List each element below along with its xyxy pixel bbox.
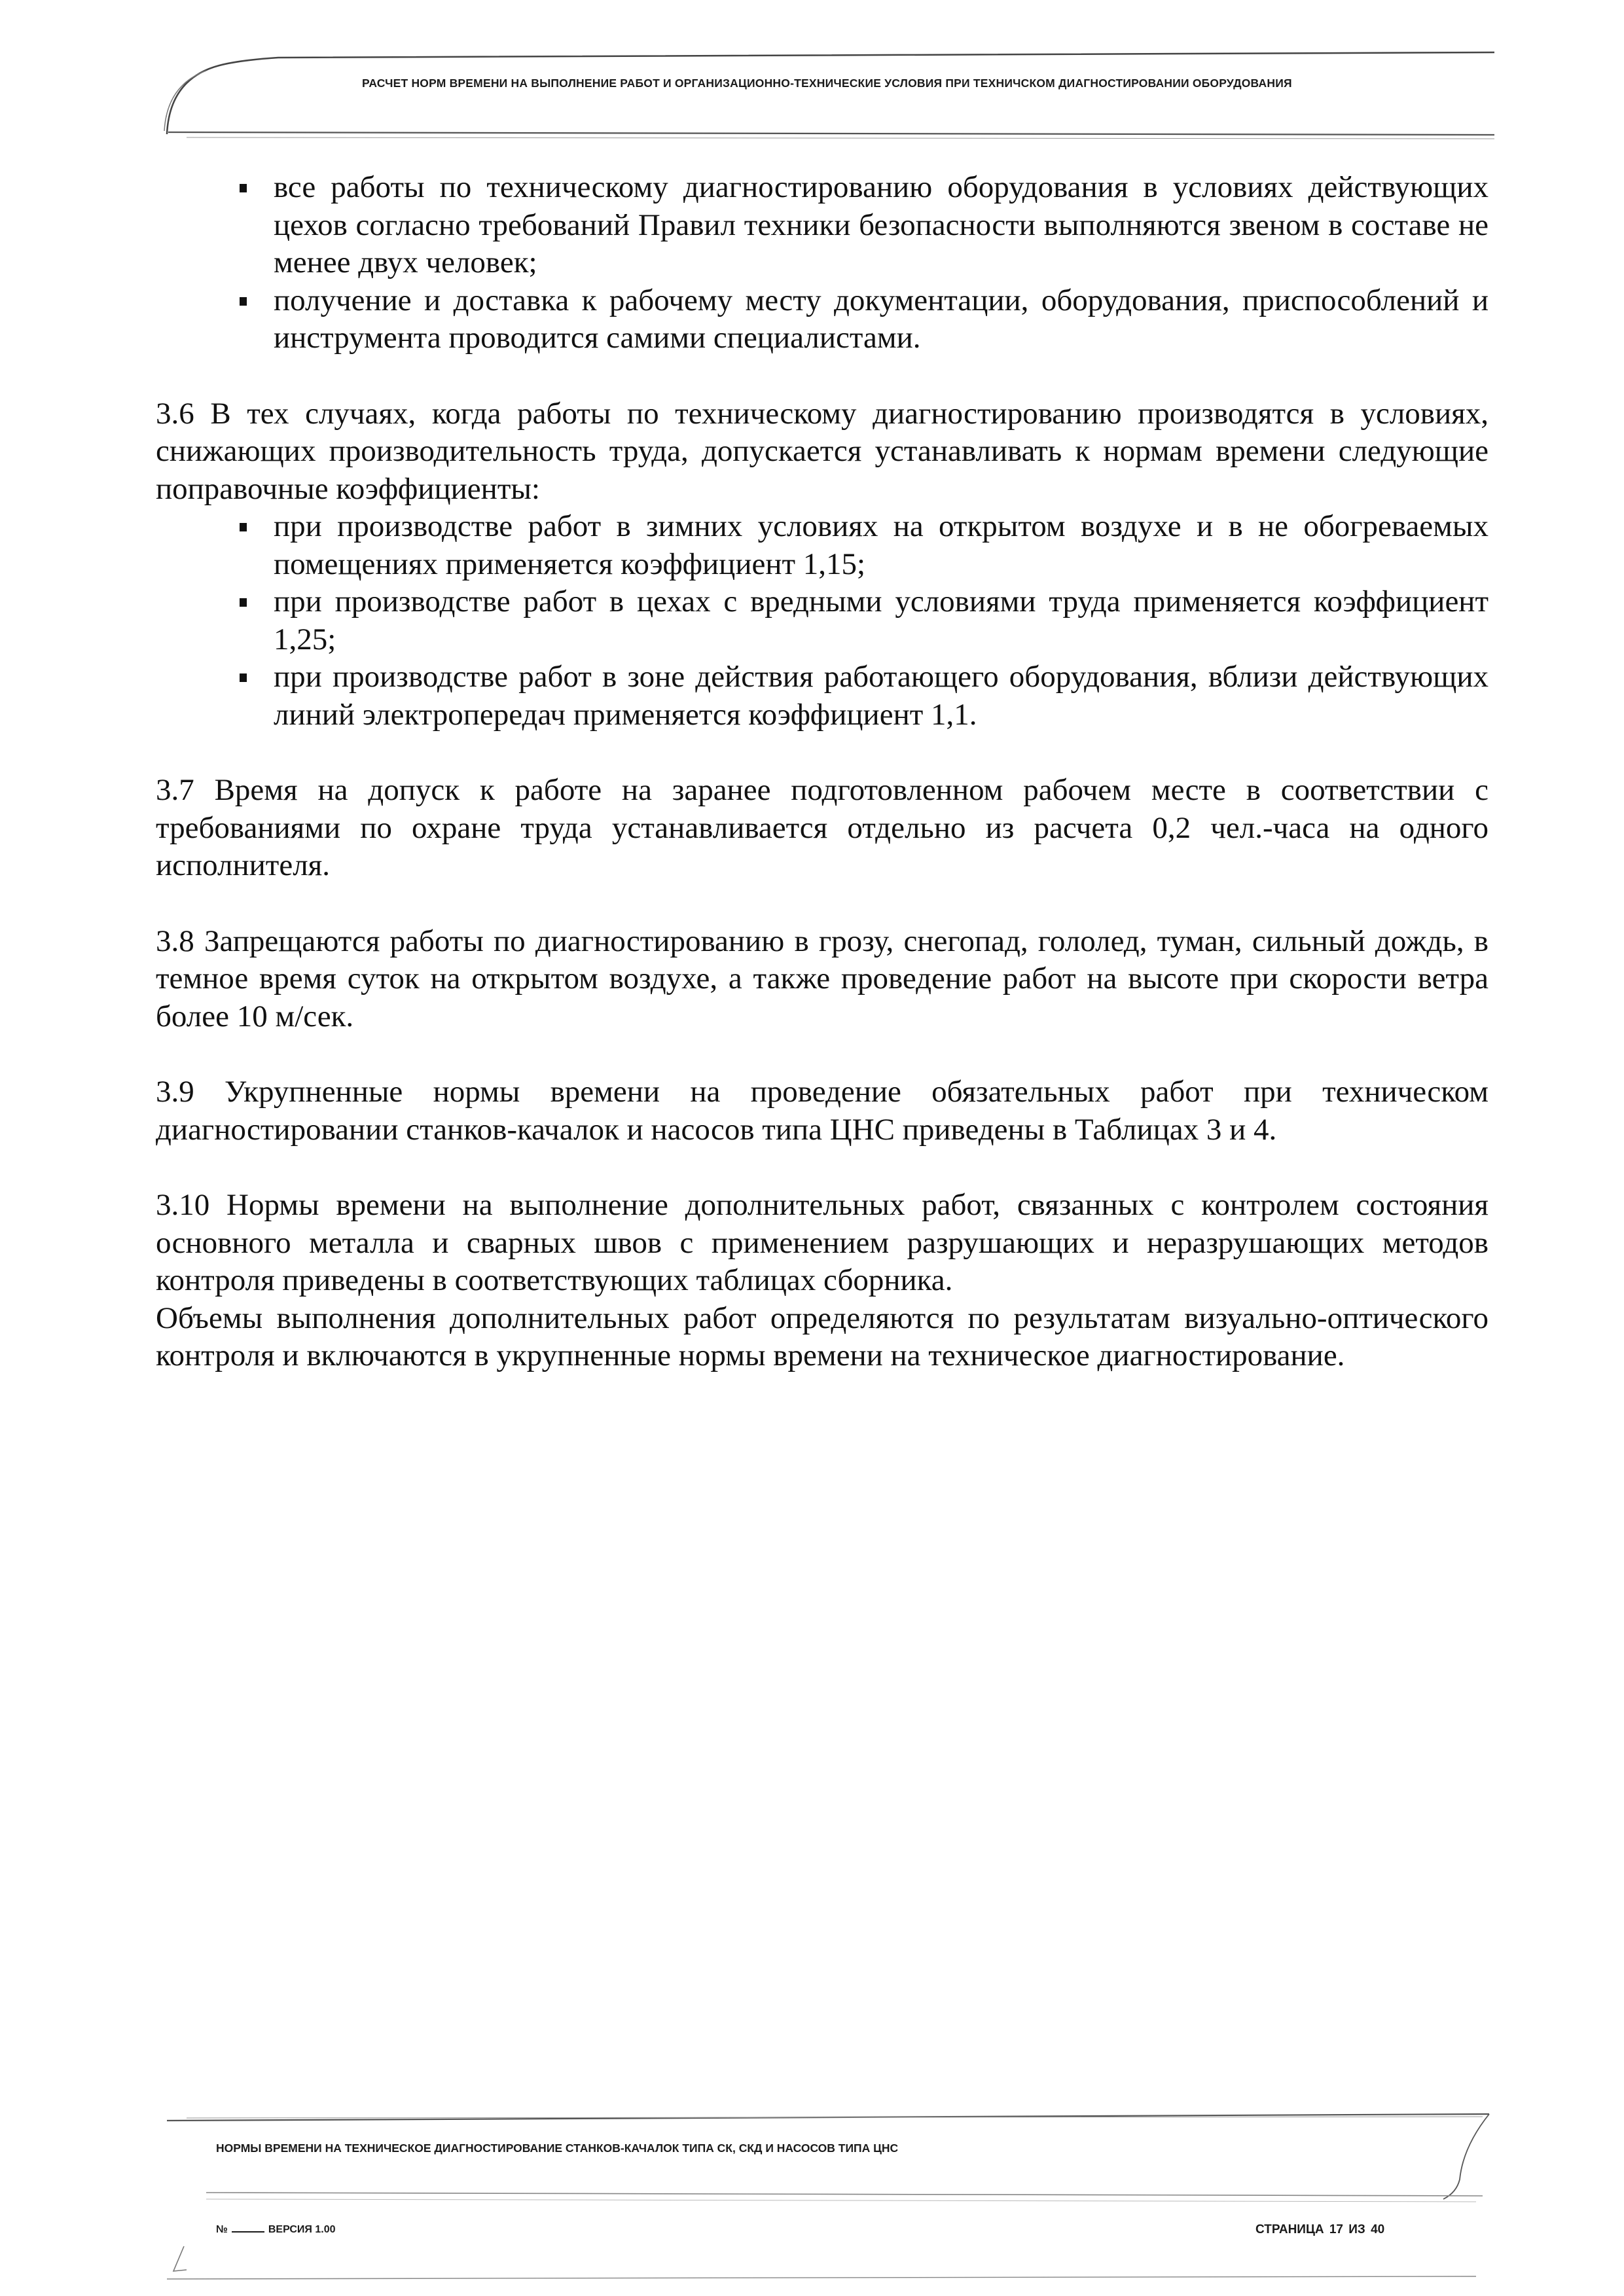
version-label: ВЕРСИЯ 1.00	[268, 2224, 336, 2235]
section-3-10-paragraph: 3.10 Нормы времени на выполнение дополнительных работ, связанных с контролем состояния основного металла и сварных швов с применением разрушающих и неразрушающих методов контроля приведены в соответствующих таблицах сборника.	[156, 1188, 1489, 1297]
number-blank	[232, 2231, 264, 2233]
section-3-9-paragraph: 3.9 Укрупненные нормы времени на проведение обязательных работ при техническом диагностировании станков-качалок и насосов типа ЦНС приведены в Таблицах 3 и 4.	[156, 1075, 1489, 1147]
list-item: при производстве работ в цехах с вредными условиями труда применяется коэффициент 1,25;	[274, 583, 1489, 658]
footer-border	[147, 2094, 1496, 2291]
intro-bullet-list	[156, 169, 1489, 357]
section-3-10-continuation: Объемы выполнения дополнительных работ определяются по результатам визуально-оптического контроля и включаются в укрупненные нормы времени на техническое диагностирование.	[156, 1300, 1489, 1372]
list-item: при производстве работ в зимних условиях на открытом воздухе и в не обогреваемых помещениях применяется коэффициент 1,15;	[274, 508, 1489, 583]
header-border	[147, 39, 1496, 144]
list-item: получение и доставка к рабочему месту документации, оборудования, приспособлений и инструмента проводится самими специалистами.	[274, 282, 1489, 357]
document-body	[156, 169, 1489, 1375]
section-3-6-paragraph: 3.6 В тех случаях, когда работы по техническому диагностированию производятся в условиях, снижающих производительность труда, допускается устанавливать к нормам времени следующие поправочные коэффициенты:	[156, 396, 1489, 506]
footer-title: НОРМЫ ВРЕМЕНИ НА ТЕХНИЧЕСКОЕ ДИАГНОСТИРОВАНИЕ СТАНКОВ-КАЧАЛОК ТИПА СК, СКД И НАСОСОВ ТИПА ЦНС	[216, 2142, 899, 2155]
section-3-8-paragraph: 3.8 Запрещаются работы по диагностированию в грозу, снегопад, гололед, туман, сильный дождь, в темное время суток на открытом воздухе, а также проведение работ на высоте при скорости ветра более 10 м/сек.	[156, 924, 1489, 1033]
section-3-7-paragraph: 3.7 Время на допуск к работе на заранее подготовленном рабочем месте в соответствии с требованиями по охране труда устанавливается отдельно из расчета 0,2 чел.-часа на одного исполнителя.	[156, 773, 1489, 882]
section-3-6-bullet-list	[156, 508, 1489, 734]
list-item: все работы по техническому диагностированию оборудования в условиях действующих цехов согласно требований Правил техники безопасности выполняются звеном в составе не менее двух человек;	[274, 169, 1489, 282]
number-label: №	[216, 2224, 228, 2235]
header-title: РАСЧЕТ НОРМ ВРЕМЕНИ НА ВЫПОЛНЕНИЕ РАБОТ И ОРГАНИЗАЦИОННО-ТЕХНИЧЕСКИЕ УСЛОВИЯ ПРИ ТЕХНИЧСКОМ ДИАГНОСТИРОВАНИИ ОБОРУДОВАНИЯ	[362, 77, 1292, 90]
list-item: при производстве работ в зоне действия работающего оборудования, вблизи действующих линий электропередач применяется коэффициент 1,1.	[274, 658, 1489, 734]
footer-document-number	[216, 2224, 335, 2236]
page-indicator: СТРАНИЦА 17 ИЗ 40	[1255, 2223, 1385, 2236]
